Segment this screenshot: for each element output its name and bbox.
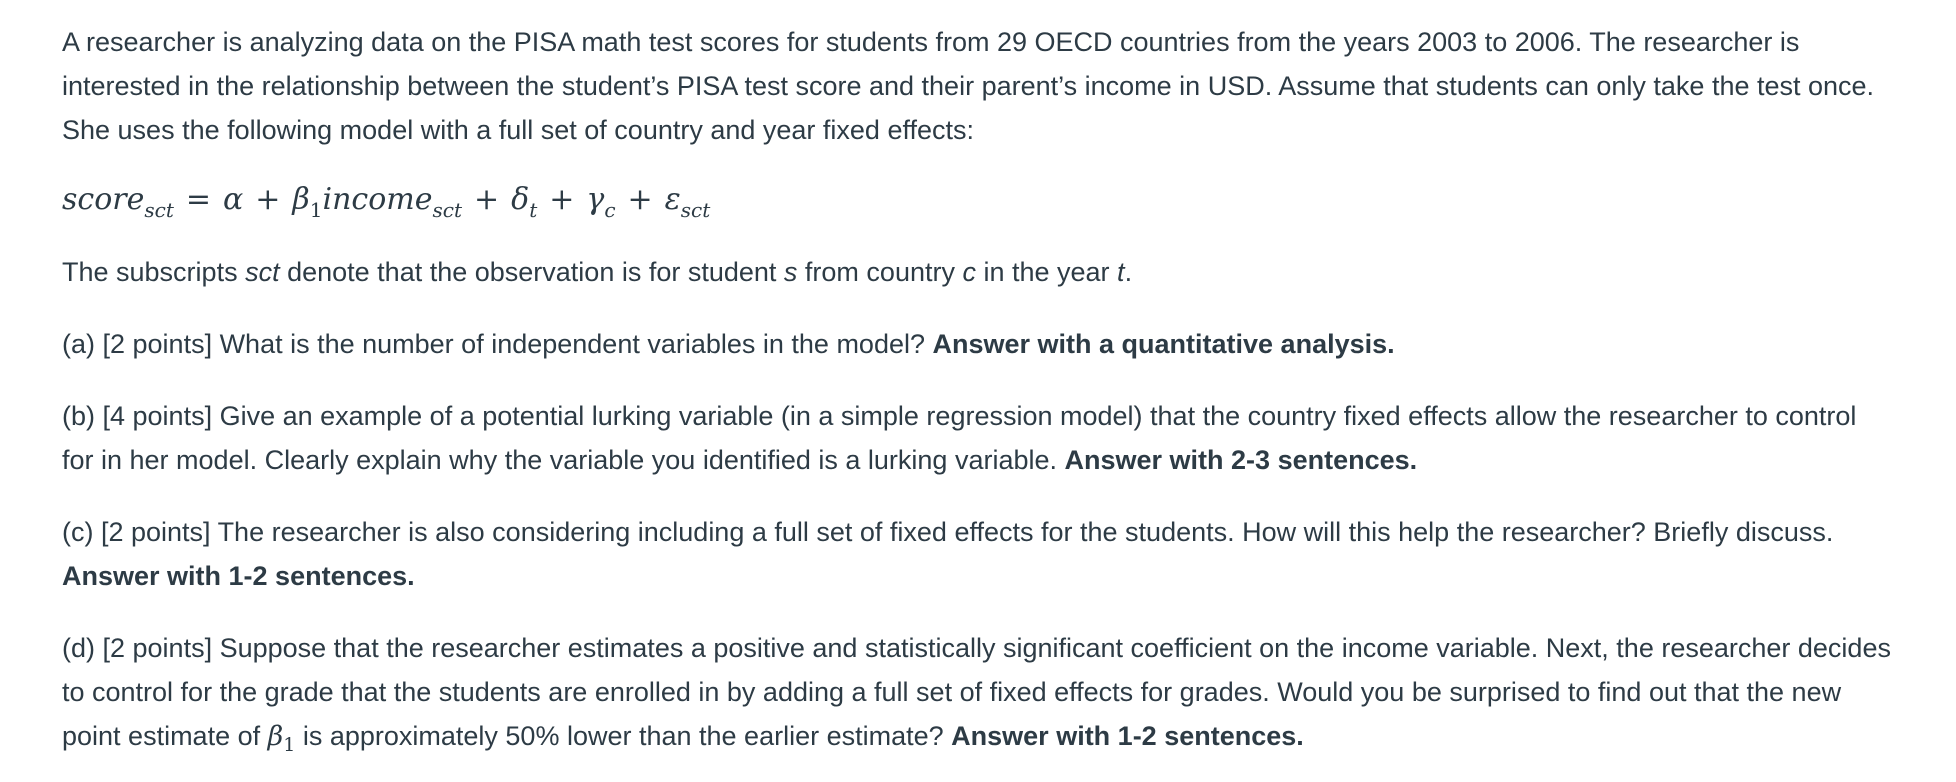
eq-beta-sub: 1 <box>309 198 323 222</box>
question-b <box>62 394 1892 482</box>
subscripts-text-1: The subscripts <box>62 257 246 287</box>
question-c-instruction: Answer with 1-2 sentences. <box>62 561 415 591</box>
eq-income: income <box>322 182 433 217</box>
question-content <box>62 20 1892 759</box>
subscripts-c: c <box>962 257 976 287</box>
question-c-text: (c) [2 points] The researcher is also considering including a full set of fixed effects for the students. How will this help the researcher? Briefly discuss. <box>62 517 1834 547</box>
question-d-text-1: (d) [2 points] Suppose that the researcher estimates a positive and statistically significant coefficient on the income variable. Next, the researcher decides to control for the grade that the students are enrolled in by adding a full set of fixed effects for grades. Would you be surprised to find out that the new point estimate of <box>62 633 1891 751</box>
eq-delta: δ <box>511 182 530 217</box>
question-d-instruction: Answer with 1-2 sentences. <box>951 721 1304 751</box>
eq-epsilon: ε <box>664 182 681 217</box>
question-d-beta <box>267 721 296 756</box>
eq-epsilon-sub: sct <box>680 198 711 222</box>
question-d <box>62 626 1892 759</box>
eq-score-sub: sct <box>144 198 174 222</box>
question-d-beta-symbol: β <box>267 721 284 752</box>
eq-delta-sub: t <box>529 198 538 222</box>
question-a-instruction: Answer with a quantitative analysis. <box>932 329 1395 359</box>
subscripts-text-3: from country <box>797 257 963 287</box>
subscripts-sct: sct <box>245 257 280 287</box>
subscripts-text-2: denote that the observation is for student <box>279 257 784 287</box>
question-b-instruction: Answer with 2-3 sentences. <box>1064 445 1418 475</box>
eq-plus-1: + <box>255 182 281 217</box>
subscripts-text-5: . <box>1124 257 1133 287</box>
question-a <box>62 322 1892 366</box>
question-c <box>62 510 1892 598</box>
eq-income-sub: sct <box>432 198 462 222</box>
subscripts-text-4: in the year <box>975 257 1118 287</box>
eq-plus-3: + <box>549 182 575 217</box>
eq-plus-4: + <box>627 182 653 217</box>
eq-gamma-sub: c <box>604 198 616 222</box>
question-b-text: (b) [4 points] Give an example of a potential lurking variable (in a simple regression model) that the country fixed effects allow the researcher to control for in her model. Clearly explain why the variable you identified is a lurking variable. <box>62 401 1857 475</box>
eq-plus-2: + <box>474 182 500 217</box>
subscripts-s: s <box>783 257 798 287</box>
question-d-beta-sub: 1 <box>283 734 296 756</box>
regression-equation <box>62 178 1892 222</box>
eq-gamma: γ <box>586 182 605 217</box>
intro-paragraph: A researcher is analyzing data on the PISA math test scores for students from 29 OECD countries from the years 2003 to 2006. The researcher is interested in the relationship between the student’s PISA test score and their parent’s income in USD. Assume that students can only take the test once. She uses the following model with a full set of country and year fixed effects: <box>62 27 1875 145</box>
subscripts-note <box>62 250 1892 294</box>
eq-beta: β <box>292 182 310 217</box>
question-d-text-2: is approximately 50% lower than the earlier estimate? <box>295 721 952 751</box>
question-a-text: (a) [2 points] What is the number of independent variables in the model? <box>62 329 933 359</box>
subscripts-t: t <box>1117 257 1125 287</box>
eq-equals: = <box>185 182 212 217</box>
eq-alpha: α <box>223 182 244 217</box>
eq-score: score <box>62 182 145 217</box>
